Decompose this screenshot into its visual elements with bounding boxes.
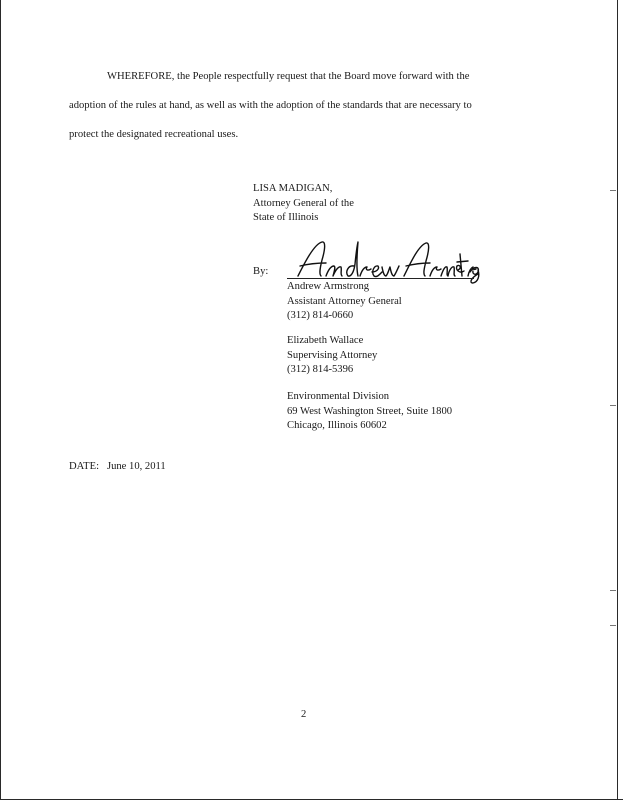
attorney-general-name: LISA MADIGAN,: [253, 183, 333, 194]
date-label: DATE:: [69, 461, 100, 472]
page-number: 2: [301, 709, 307, 720]
office-street: 69 West Washington Street, Suite 1800: [287, 405, 453, 417]
date-line: [69, 461, 166, 472]
office-block: [287, 390, 452, 434]
supervisor-title: Supervising Attorney: [287, 349, 378, 361]
body-paragraph-line-1: WHEREFORE, the People respectfully request that the Board move forward with the: [107, 71, 470, 82]
signer-phone: (312) 814-0660: [287, 310, 354, 321]
date-value: June 10, 2011: [106, 461, 166, 472]
page-edge: [617, 0, 618, 800]
body-paragraph-line-2: adoption of the rules at hand, as well as with the adoption of the standards that are necessary to: [69, 100, 472, 111]
margin-tick: [610, 190, 616, 191]
supervisor-phone: (312) 814-5396: [287, 364, 354, 375]
signer-block: [287, 280, 402, 324]
signer-name: Andrew Armstrong: [287, 281, 370, 292]
by-label: By:: [253, 266, 269, 277]
margin-tick: [610, 405, 616, 406]
attorney-general-title: Attorney General of the: [253, 197, 354, 209]
signature-line: [287, 278, 474, 279]
office-city: Chicago, Illinois 60602: [287, 420, 387, 431]
supervisor-block: [287, 334, 377, 378]
margin-tick: [610, 625, 616, 626]
body-paragraph-line-3: protect the designated recreational uses.: [69, 129, 239, 140]
margin-tick: [610, 590, 616, 591]
attorney-general-state: State of Illinois: [253, 212, 319, 223]
office-division: Environmental Division: [287, 391, 390, 402]
signer-title: Assistant Attorney General: [287, 295, 402, 307]
attorney-general-block: [253, 182, 354, 226]
supervisor-name: Elizabeth Wallace: [287, 335, 364, 346]
